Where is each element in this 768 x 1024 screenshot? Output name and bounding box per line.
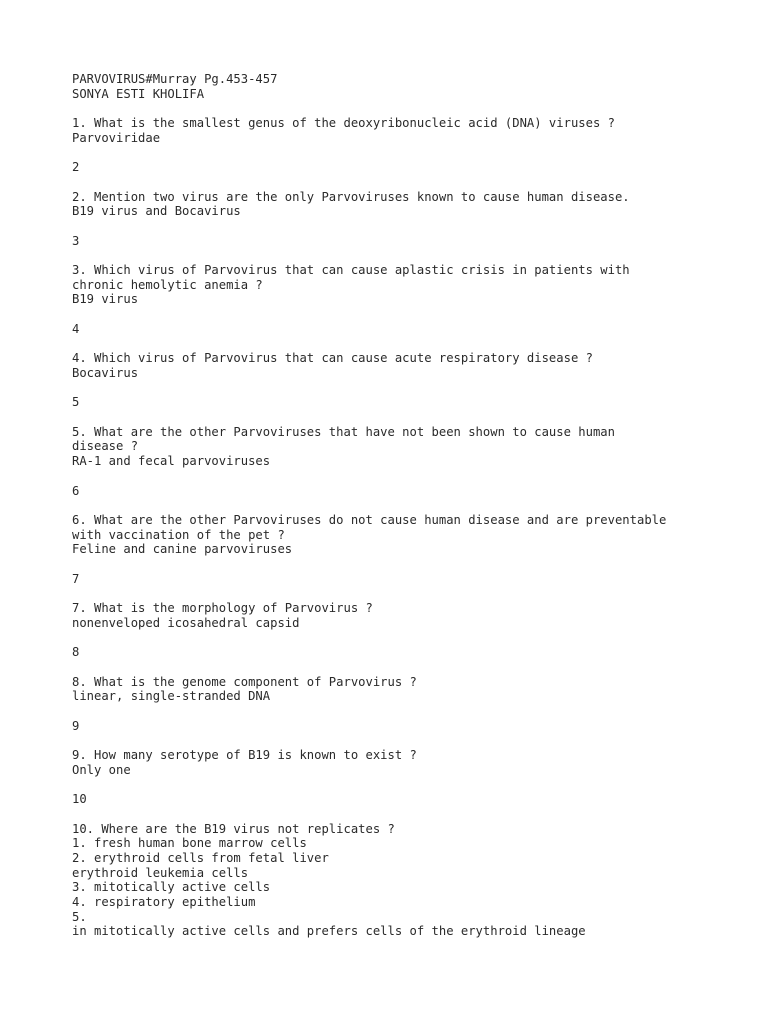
answer-text: Parvoviridae [72, 130, 161, 145]
spacer [72, 410, 732, 425]
answer-text: in mitotically active cells and prefers cells of the erythroid lineage [72, 924, 586, 939]
spacer [72, 307, 732, 322]
spacer [72, 807, 732, 822]
spacer [72, 631, 732, 646]
answer-text: B19 virus and Bocavirus [72, 204, 241, 219]
question-text: 2. Mention two virus are the only Parvoviruses known to cause human disease. [72, 189, 630, 204]
answer-text: 5. [72, 909, 87, 924]
spacer [72, 146, 732, 161]
page-marker: 3 [72, 233, 80, 248]
answer-text: nonenveloped icosahedral capsid [72, 615, 300, 630]
page-marker: 5 [72, 395, 80, 410]
answer-text: B19 virus [72, 292, 139, 307]
spacer [72, 660, 732, 675]
question-text: chronic hemolytic anemia ? [72, 277, 263, 292]
qa-item [72, 822, 732, 940]
answer-text: Only one [72, 762, 131, 777]
question-text: with vaccination of the pet ? [72, 527, 285, 542]
qa-item [72, 601, 732, 674]
answer-text: linear, single-stranded DNA [72, 689, 271, 704]
qa-item [72, 190, 732, 263]
question-text: 3. Which virus of Parvovirus that can cause aplastic crisis in patients with [72, 263, 630, 278]
question-text: disease ? [72, 439, 139, 454]
qa-item [72, 675, 732, 748]
question-text: 5. What are the other Parvoviruses that have not been shown to cause human [72, 424, 615, 439]
qa-item [72, 263, 732, 351]
spacer [72, 101, 732, 116]
page-marker: 8 [72, 645, 80, 660]
document-body [72, 72, 732, 939]
question-text: 9. How many serotype of B19 is known to exist ? [72, 748, 417, 763]
answer-text: 1. fresh human bone marrow cells [72, 836, 307, 851]
qa-item [72, 116, 732, 189]
qa-list [72, 116, 732, 939]
question-text: 1. What is the smallest genus of the deoxyribonucleic acid (DNA) viruses ? [72, 116, 615, 131]
spacer [72, 337, 732, 352]
spacer [72, 175, 732, 190]
page-marker: 6 [72, 483, 80, 498]
spacer [72, 733, 732, 748]
spacer [72, 586, 732, 601]
spacer [72, 248, 732, 263]
question-text: 7. What is the morphology of Parvovirus ? [72, 601, 373, 616]
answer-text: RA-1 and fecal parvoviruses [72, 454, 271, 469]
answer-text: 4. respiratory epithelium [72, 895, 256, 910]
answer-text: Bocavirus [72, 365, 139, 380]
document-author: SONYA ESTI KHOLIFA [72, 86, 205, 101]
page-marker: 9 [72, 718, 80, 733]
question-text: 4. Which virus of Parvovirus that can cause acute respiratory disease ? [72, 351, 593, 366]
spacer [72, 219, 732, 234]
answer-text: erythroid leukemia cells [72, 865, 249, 880]
page-marker: 2 [72, 160, 80, 175]
spacer [72, 498, 732, 513]
spacer [72, 381, 732, 396]
page-marker: 10 [72, 792, 87, 807]
spacer [72, 557, 732, 572]
answer-text: 2. erythroid cells from fetal liver [72, 850, 329, 865]
qa-item [72, 425, 732, 513]
question-text: 10. Where are the B19 virus not replicates ? [72, 821, 395, 836]
qa-item [72, 351, 732, 424]
answer-text: 3. mitotically active cells [72, 880, 271, 895]
spacer [72, 469, 732, 484]
qa-item [72, 748, 732, 821]
spacer [72, 704, 732, 719]
page-marker: 7 [72, 571, 80, 586]
page-marker: 4 [72, 321, 80, 336]
question-text: 8. What is the genome component of Parvovirus ? [72, 674, 417, 689]
document-title: PARVOVIRUS#Murray Pg.453-457 [72, 72, 278, 86]
question-text: 6. What are the other Parvoviruses do not cause human disease and are preventable [72, 512, 667, 527]
spacer [72, 777, 732, 792]
answer-text: Feline and canine parvoviruses [72, 542, 293, 557]
qa-item [72, 513, 732, 601]
